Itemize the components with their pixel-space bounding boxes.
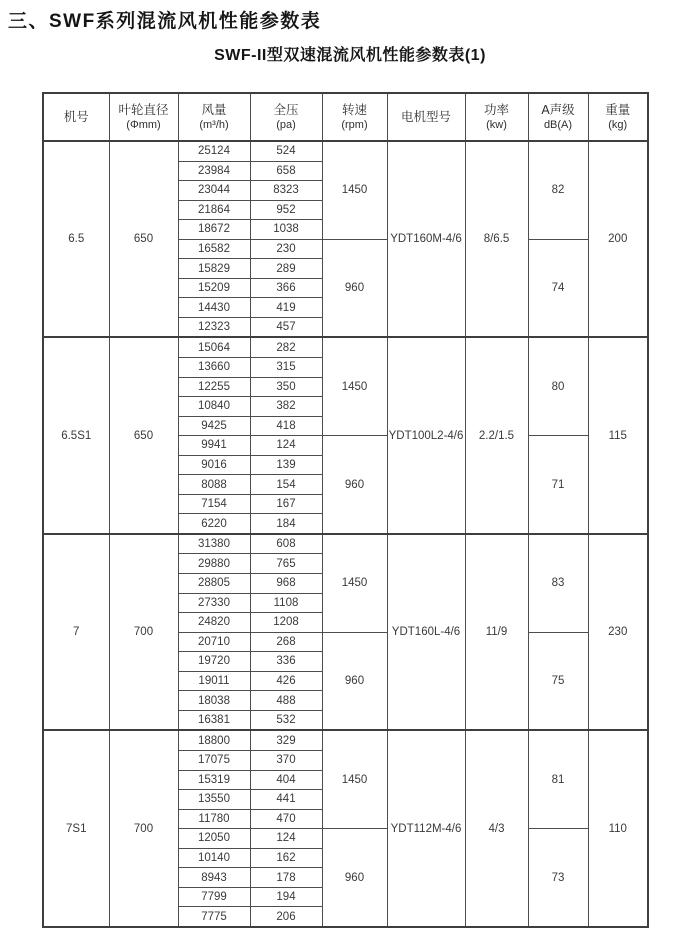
cell-total-pressure: 470 (250, 809, 322, 829)
cell-total-pressure: 457 (250, 317, 322, 337)
cell-air-volume: 27330 (178, 593, 250, 613)
cell-total-pressure: 162 (250, 848, 322, 868)
table-header (43, 93, 648, 141)
cell-impeller-diameter: 650 (109, 337, 178, 533)
cell-total-pressure: 315 (250, 358, 322, 378)
cell-noise-level: 80 (528, 337, 588, 435)
cell-total-pressure: 154 (250, 475, 322, 495)
col-header-label: 重量 (605, 102, 631, 117)
table-body (43, 141, 648, 927)
cell-air-volume: 29880 (178, 554, 250, 574)
cell-noise-level: 83 (528, 534, 588, 632)
cell-air-volume: 6220 (178, 514, 250, 534)
cell-model-no: 6.5S1 (43, 337, 109, 533)
cell-air-volume: 24820 (178, 613, 250, 633)
col-header-total-pressure (250, 93, 322, 141)
cell-air-volume: 10840 (178, 397, 250, 417)
cell-noise-level: 82 (528, 141, 588, 239)
cell-air-volume: 19011 (178, 671, 250, 691)
cell-air-volume: 15829 (178, 259, 250, 279)
cell-air-volume: 13550 (178, 790, 250, 810)
cell-air-volume: 8088 (178, 475, 250, 495)
cell-total-pressure: 194 (250, 887, 322, 907)
cell-speed: 1450 (322, 141, 387, 239)
col-header-speed (322, 93, 387, 141)
cell-total-pressure: 524 (250, 141, 322, 161)
cell-total-pressure: 418 (250, 416, 322, 436)
cell-air-volume: 18038 (178, 691, 250, 711)
cell-air-volume: 9941 (178, 436, 250, 456)
cell-noise-level: 73 (528, 829, 588, 927)
cell-speed: 960 (322, 239, 387, 337)
col-header-unit: (m³/h) (199, 118, 229, 131)
cell-air-volume: 7154 (178, 494, 250, 514)
col-header-label: 电机型号 (400, 109, 451, 124)
cell-weight: 115 (588, 337, 648, 533)
cell-total-pressure: 658 (250, 161, 322, 181)
cell-impeller-diameter: 700 (109, 730, 178, 926)
cell-total-pressure: 370 (250, 750, 322, 770)
cell-air-volume: 18672 (178, 220, 250, 240)
cell-total-pressure: 1208 (250, 613, 322, 633)
cell-air-volume: 12323 (178, 317, 250, 337)
col-header-label: A声级 (541, 102, 575, 117)
cell-motor-model: YDT100L2-4/6 (387, 337, 465, 533)
cell-total-pressure: 532 (250, 710, 322, 730)
cell-noise-level: 75 (528, 632, 588, 730)
cell-air-volume: 31380 (178, 534, 250, 554)
col-header-unit: (pa) (276, 118, 296, 131)
cell-motor-model: YDT112M-4/6 (387, 730, 465, 926)
cell-weight: 110 (588, 730, 648, 926)
cell-air-volume: 11780 (178, 809, 250, 829)
cell-total-pressure: 124 (250, 436, 322, 456)
col-header-label: 叶轮直径 (118, 102, 169, 117)
cell-total-pressure: 419 (250, 298, 322, 318)
cell-total-pressure: 350 (250, 377, 322, 397)
cell-total-pressure: 282 (250, 337, 322, 357)
cell-motor-model: YDT160M-4/6 (387, 141, 465, 337)
cell-total-pressure: 289 (250, 259, 322, 279)
cell-total-pressure: 952 (250, 200, 322, 220)
cell-air-volume: 14430 (178, 298, 250, 318)
cell-total-pressure: 382 (250, 397, 322, 417)
table-row (43, 730, 648, 750)
cell-speed: 1450 (322, 730, 387, 828)
cell-air-volume: 15319 (178, 770, 250, 790)
cell-power: 11/9 (465, 534, 528, 730)
table-row (43, 534, 648, 554)
cell-model-no: 7 (43, 534, 109, 730)
table-container (42, 92, 649, 928)
cell-air-volume: 23044 (178, 181, 250, 201)
cell-air-volume: 9425 (178, 416, 250, 436)
cell-speed: 1450 (322, 534, 387, 632)
cell-total-pressure: 167 (250, 494, 322, 514)
cell-air-volume: 18800 (178, 730, 250, 750)
col-header-label: 机号 (63, 109, 89, 124)
cell-impeller-diameter: 700 (109, 534, 178, 730)
table-row (43, 141, 648, 161)
header-row (43, 93, 648, 141)
cell-speed: 960 (322, 632, 387, 730)
cell-total-pressure: 184 (250, 514, 322, 534)
col-header-unit: (kg) (608, 118, 628, 131)
cell-total-pressure: 8323 (250, 181, 322, 201)
cell-speed: 1450 (322, 337, 387, 435)
cell-speed: 960 (322, 829, 387, 927)
cell-weight: 230 (588, 534, 648, 730)
cell-air-volume: 15209 (178, 278, 250, 298)
col-header-label: 全压 (273, 102, 299, 117)
cell-total-pressure: 178 (250, 868, 322, 888)
cell-air-volume: 16582 (178, 239, 250, 259)
cell-air-volume: 8943 (178, 868, 250, 888)
cell-model-no: 7S1 (43, 730, 109, 926)
cell-total-pressure: 1038 (250, 220, 322, 240)
cell-air-volume: 23984 (178, 161, 250, 181)
col-header-motor-model (387, 93, 465, 141)
cell-total-pressure: 230 (250, 239, 322, 259)
cell-total-pressure: 1108 (250, 593, 322, 613)
col-header-label: 转速 (341, 102, 367, 117)
cell-total-pressure: 765 (250, 554, 322, 574)
cell-air-volume: 12255 (178, 377, 250, 397)
cell-total-pressure: 268 (250, 632, 322, 652)
cell-total-pressure: 968 (250, 574, 322, 594)
fan-parameters-table (42, 92, 649, 928)
cell-motor-model: YDT160L-4/6 (387, 534, 465, 730)
cell-total-pressure: 336 (250, 652, 322, 672)
cell-air-volume: 17075 (178, 750, 250, 770)
cell-air-volume: 10140 (178, 848, 250, 868)
cell-total-pressure: 426 (250, 671, 322, 691)
col-header-model-no (43, 93, 109, 141)
cell-total-pressure: 124 (250, 829, 322, 849)
cell-air-volume: 28805 (178, 574, 250, 594)
col-header-label: 功率 (483, 102, 509, 117)
col-header-impeller-diameter (109, 93, 178, 141)
cell-total-pressure: 329 (250, 730, 322, 750)
cell-total-pressure: 608 (250, 534, 322, 554)
cell-air-volume: 12050 (178, 829, 250, 849)
cell-power: 2.2/1.5 (465, 337, 528, 533)
cell-total-pressure: 366 (250, 278, 322, 298)
cell-weight: 200 (588, 141, 648, 337)
cell-total-pressure: 139 (250, 455, 322, 475)
cell-power: 4/3 (465, 730, 528, 926)
cell-air-volume: 19720 (178, 652, 250, 672)
cell-noise-level: 74 (528, 239, 588, 337)
cell-noise-level: 81 (528, 730, 588, 828)
cell-total-pressure: 404 (250, 770, 322, 790)
cell-power: 8/6.5 (465, 141, 528, 337)
cell-noise-level: 71 (528, 436, 588, 534)
col-header-unit: (kw) (486, 118, 507, 131)
cell-air-volume: 13660 (178, 358, 250, 378)
cell-air-volume: 7799 (178, 887, 250, 907)
col-header-noise-level (528, 93, 588, 141)
cell-total-pressure: 441 (250, 790, 322, 810)
col-header-power (465, 93, 528, 141)
cell-total-pressure: 206 (250, 907, 322, 927)
cell-air-volume: 25124 (178, 141, 250, 161)
col-header-unit: (rpm) (341, 118, 368, 131)
cell-air-volume: 9016 (178, 455, 250, 475)
cell-impeller-diameter: 650 (109, 141, 178, 337)
cell-air-volume: 20710 (178, 632, 250, 652)
cell-air-volume: 15064 (178, 337, 250, 357)
col-header-unit: (Φmm) (126, 118, 161, 131)
page-title: 三、SWF系列混流风机性能参数表 (8, 11, 322, 32)
col-header-weight (588, 93, 648, 141)
cell-model-no: 6.5 (43, 141, 109, 337)
table-subtitle: SWF-II型双速混流风机性能参数表(1) (214, 47, 486, 64)
cell-air-volume: 16381 (178, 710, 250, 730)
cell-air-volume: 7775 (178, 907, 250, 927)
table-row (43, 337, 648, 357)
cell-air-volume: 21864 (178, 200, 250, 220)
col-header-unit: dB(A) (543, 118, 573, 131)
col-header-air-volume (178, 93, 250, 141)
cell-speed: 960 (322, 436, 387, 534)
cell-total-pressure: 488 (250, 691, 322, 711)
col-header-label: 风量 (201, 102, 227, 117)
